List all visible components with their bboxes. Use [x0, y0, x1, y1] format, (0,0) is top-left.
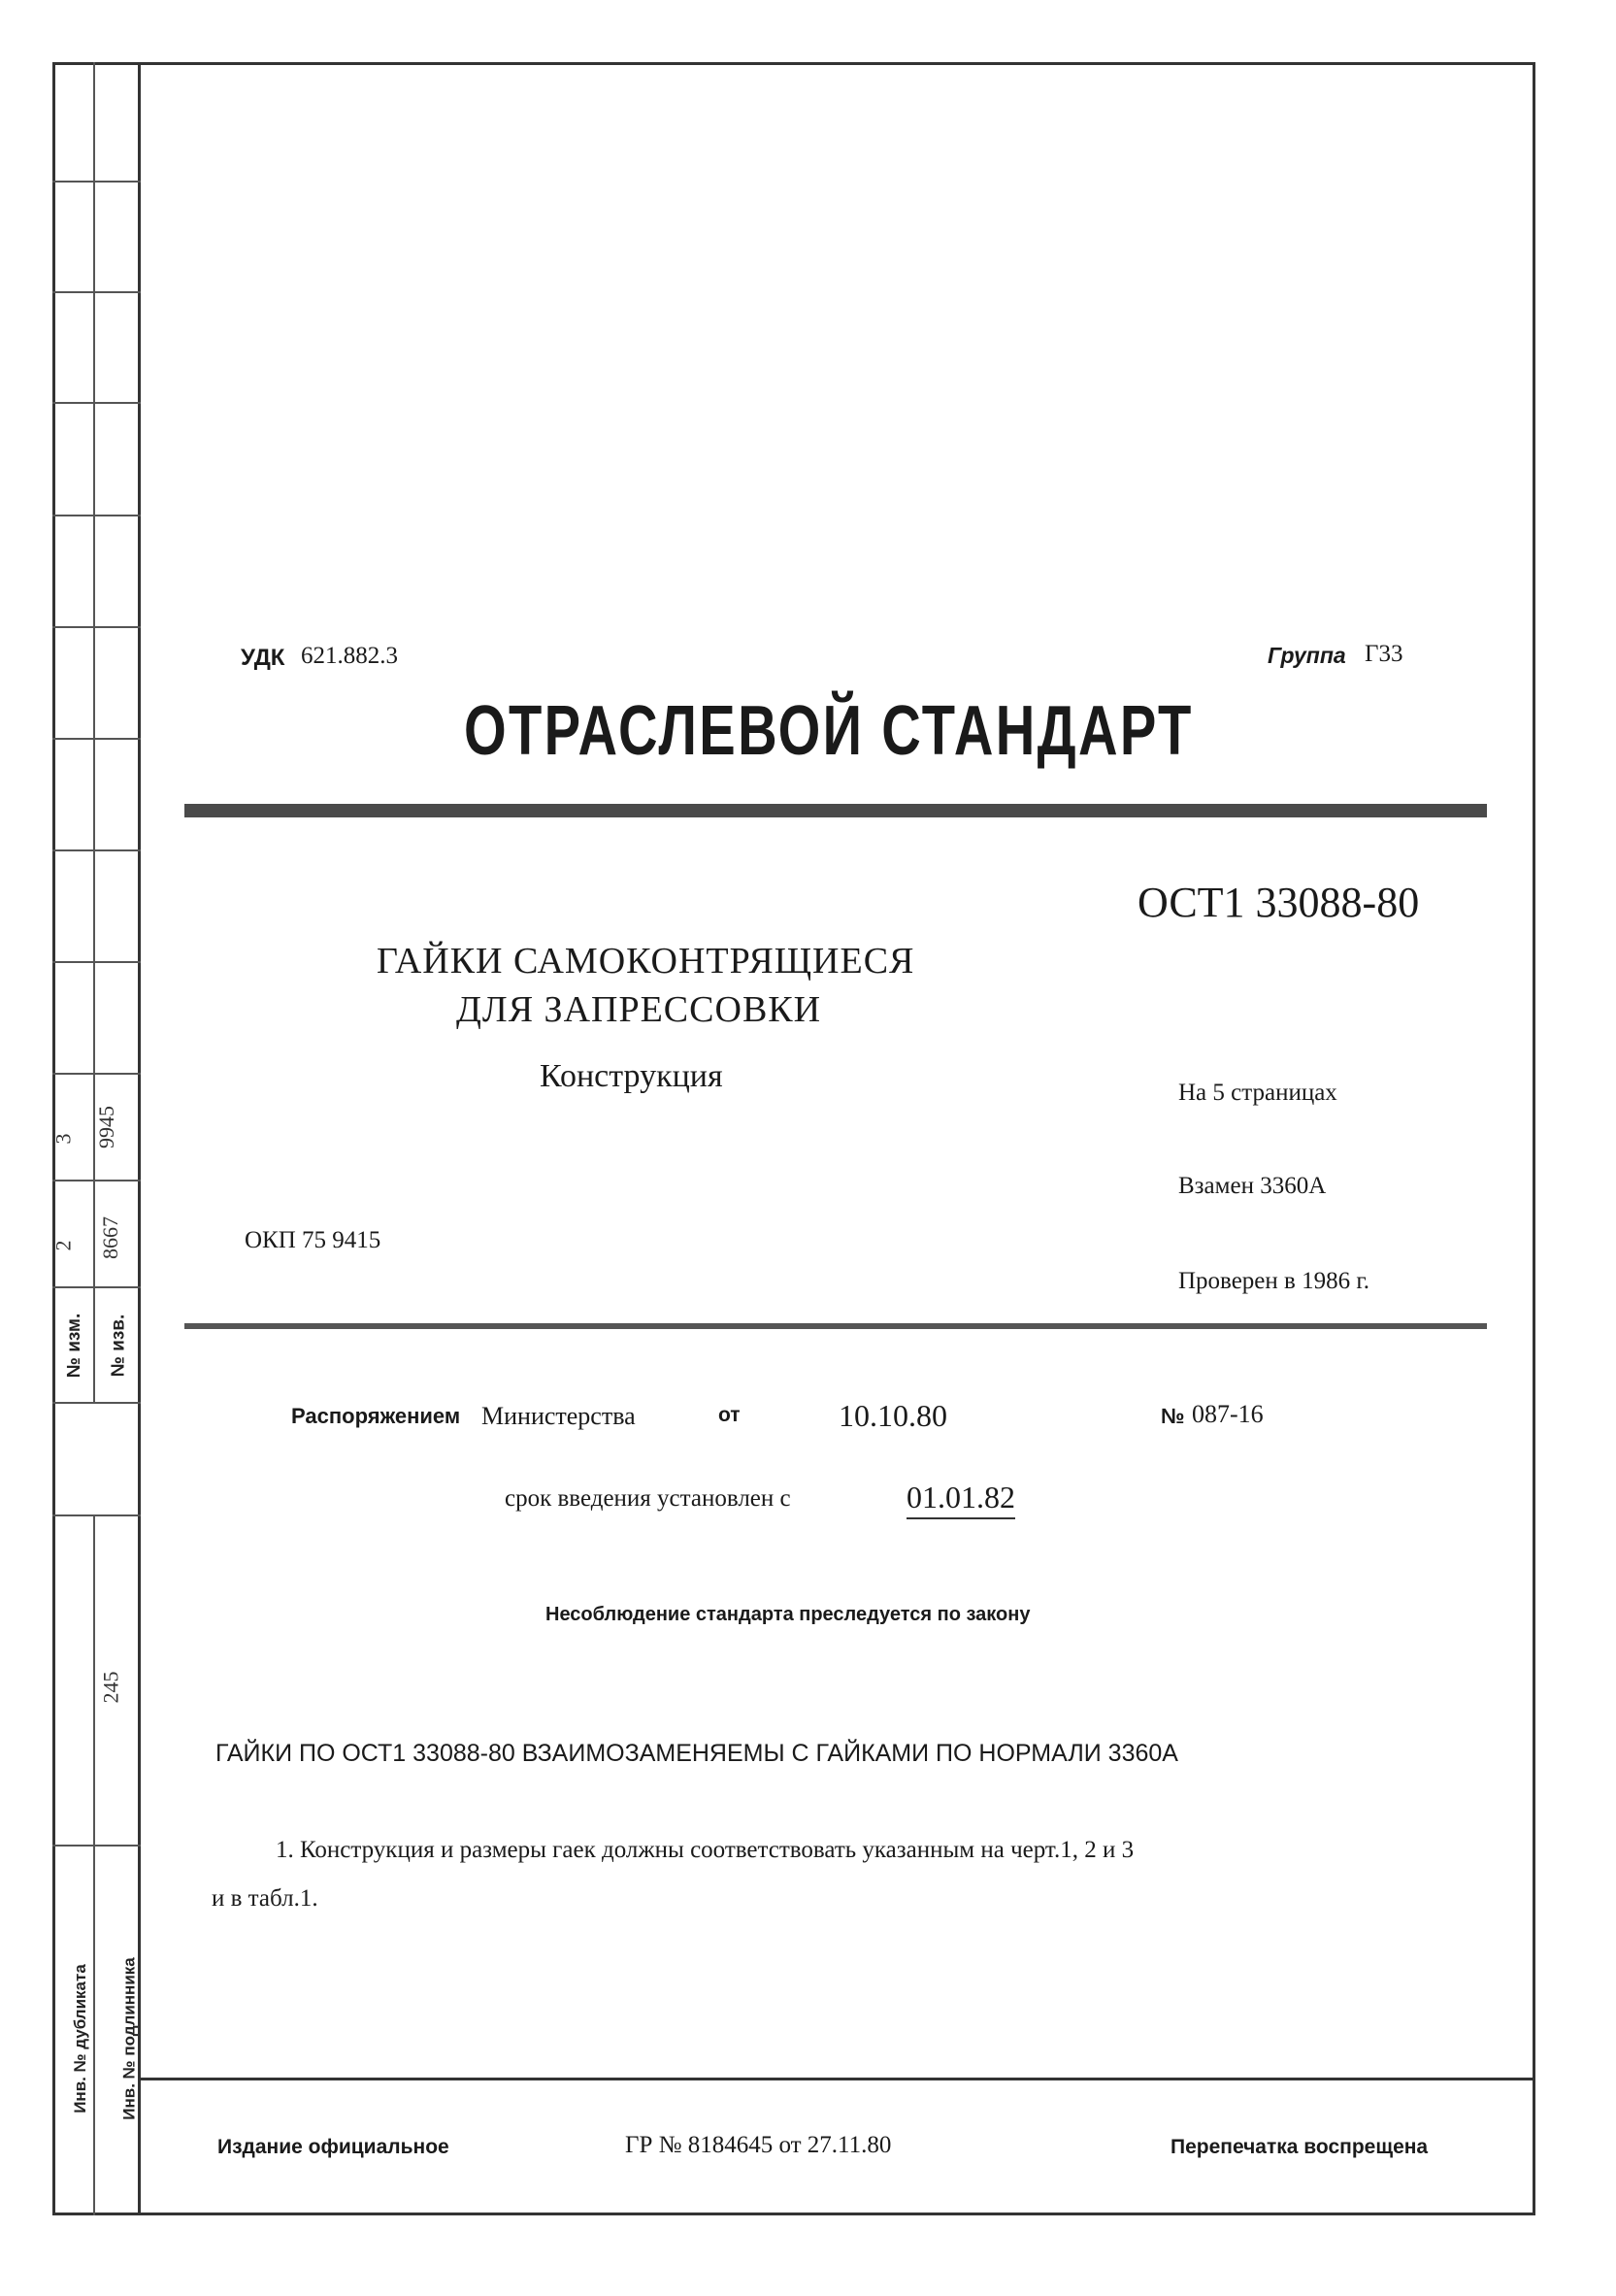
paragraph-1-line2: и в табл.1.: [212, 1885, 318, 1912]
strip-divider: [93, 62, 95, 1402]
strip-notice-label: № изв.: [108, 1314, 129, 1378]
strip-line: [52, 181, 141, 183]
decree-number-label: №: [1161, 1404, 1185, 1428]
okp-code: ОКП 75 9415: [245, 1227, 381, 1253]
udk-label: УДК: [241, 645, 285, 671]
strip-border: [138, 62, 141, 2215]
strip-line: [52, 515, 141, 516]
strip-notice-1: 8667: [98, 1216, 122, 1259]
decree-date: 10.10.80: [839, 1398, 947, 1433]
strip-line: [52, 961, 141, 963]
standard-name-line2: ДЛЯ ЗАПРЕССОВКИ: [456, 989, 822, 1030]
decree-ministry: Министерства: [481, 1402, 636, 1430]
strip-line: [52, 1845, 141, 1847]
title-rule: [184, 804, 1487, 817]
section-rule: [184, 1323, 1487, 1329]
strip-line: [52, 1286, 141, 1288]
strip-dup-label: Инв. № дубликата: [70, 1964, 89, 2113]
footer-reprint: Перепечатка воспрещена: [1171, 2136, 1429, 2158]
group-value: Г33: [1365, 641, 1403, 667]
strip-line: [52, 1402, 141, 1404]
strip-line: [52, 1180, 141, 1181]
udk-value: 621.882.3: [301, 643, 398, 669]
strip-change-label: № изм.: [64, 1313, 85, 1379]
decree-label: Распоряжением: [291, 1404, 461, 1428]
strip-orig-label: Инв. № подлинника: [119, 1957, 139, 2120]
footer-rule: [141, 2078, 1535, 2080]
intro-date: 01.01.82: [907, 1480, 1015, 1519]
strip-line: [52, 849, 141, 851]
strip-line: [52, 402, 141, 404]
strip-divider: [93, 1514, 95, 2215]
strip-line: [52, 626, 141, 628]
strip-line: [52, 1514, 141, 1516]
standard-name-line1: ГАЙКИ САМОКОНТРЯЩИЕСЯ: [377, 941, 915, 982]
strip-inv-number: 245: [98, 1671, 123, 1704]
strip-change-2: 3: [50, 1133, 76, 1145]
group-label: Группа: [1268, 643, 1346, 668]
standard-pages: На 5 страницах: [1178, 1080, 1337, 1106]
intro-text: срок введения установлен с: [505, 1485, 791, 1512]
standard-subtitle: Конструкция: [540, 1058, 723, 1094]
strip-notice-2: 9945: [94, 1106, 118, 1148]
interchange-note: ГАЙКИ ПО ОСТ1 33088-80 ВЗАИМОЗАМЕНЯЕМЫ С ГАЙКАМИ ПО НОРМАЛИ 3360А: [215, 1740, 1178, 1767]
strip-line: [52, 291, 141, 293]
decree-number: 087-16: [1192, 1400, 1264, 1428]
decree-from-label: от: [718, 1404, 741, 1426]
standard-number: ОСТ1 33088-80: [1138, 879, 1420, 926]
strip-line: [52, 1073, 141, 1075]
paragraph-1-line1: 1. Конструкция и размеры гаек должны соответствовать указанным на черт.1, 2 и 3: [276, 1837, 1135, 1863]
law-warning: Несоблюдение стандарта преследуется по закону: [545, 1604, 1031, 1625]
standard-replaces: Взамен 3360А: [1178, 1173, 1327, 1199]
strip-change-1: 2: [50, 1240, 76, 1251]
strip-line: [52, 738, 141, 740]
footer-registration: ГР № 8184645 от 27.11.80: [625, 2132, 892, 2158]
document-title: ОТРАСЛЕВОЙ СТАНДАРТ: [464, 692, 1194, 770]
footer-edition: Издание официальное: [217, 2136, 449, 2158]
standard-checked: Проверен в 1986 г.: [1178, 1268, 1370, 1294]
